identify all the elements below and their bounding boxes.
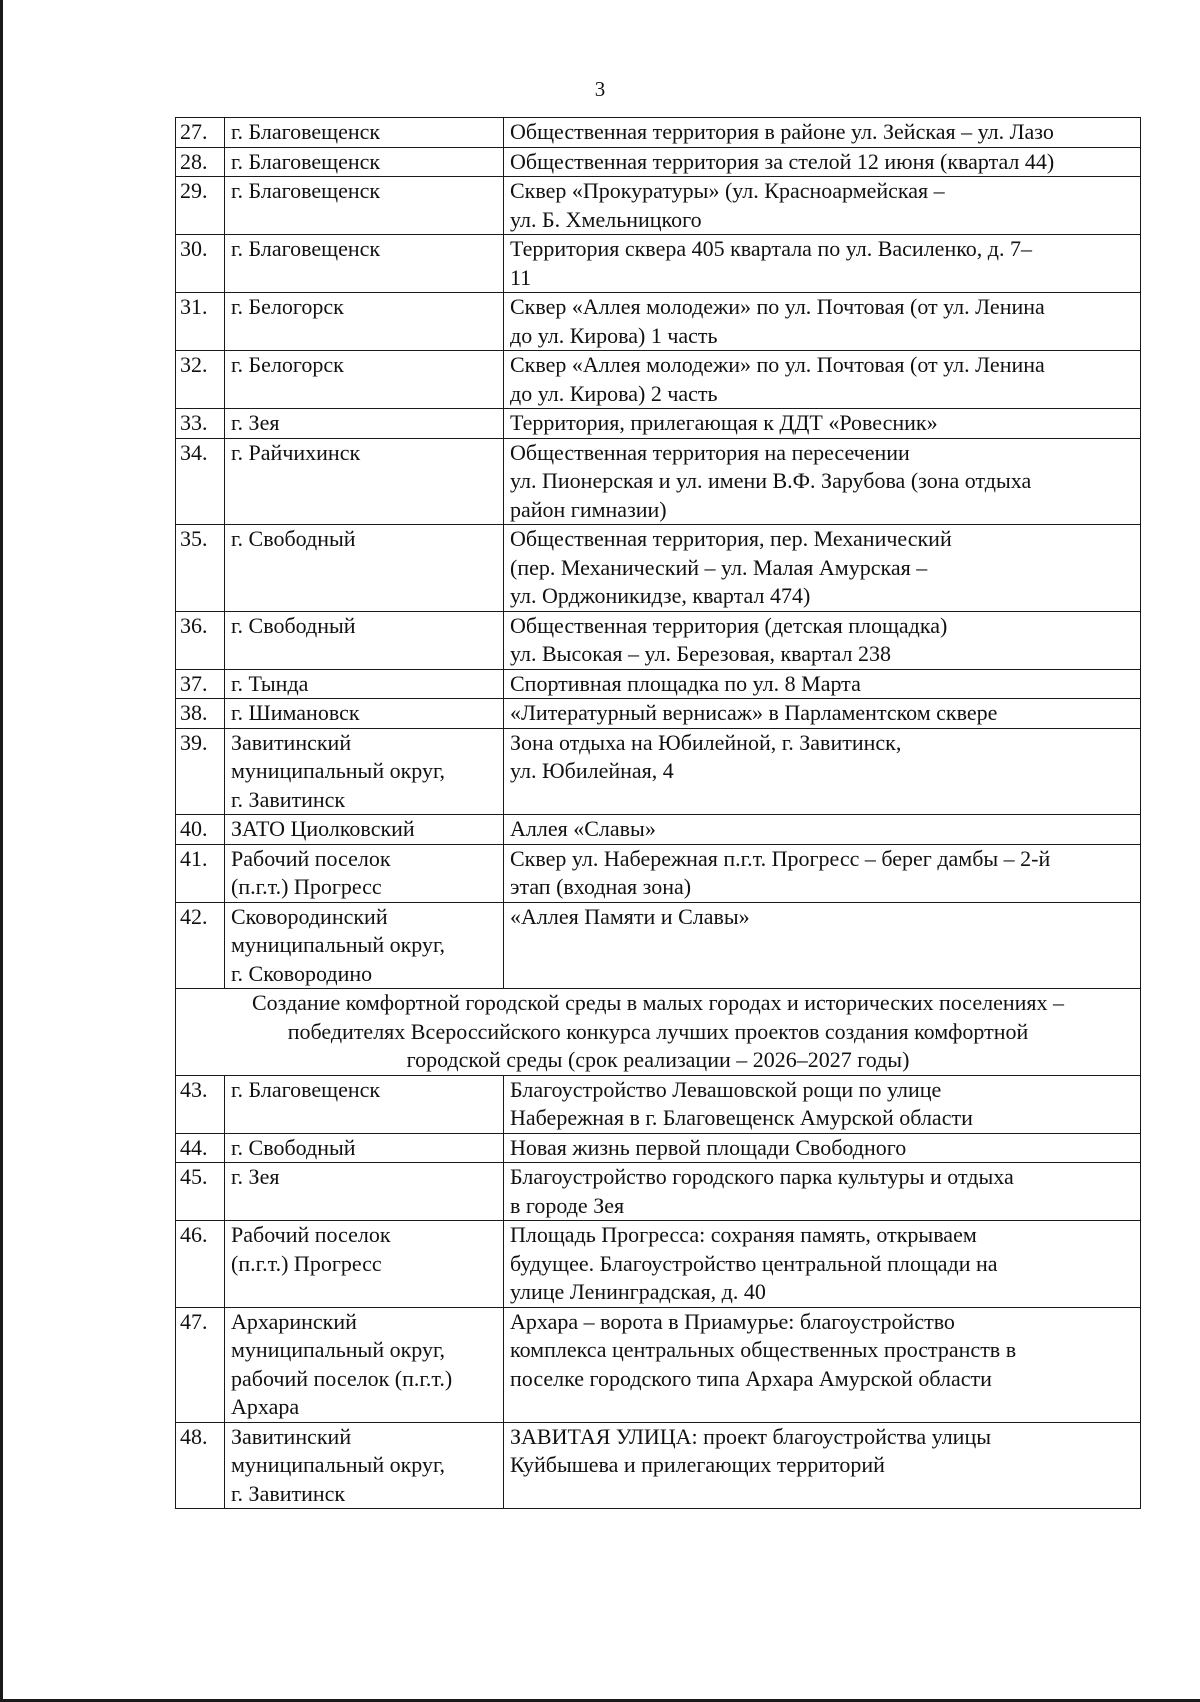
municipality-cell: [225, 177, 504, 235]
municipality-line: рабочий поселок (п.г.т.): [231, 1365, 453, 1391]
territory-line: ул. Пионерская и ул. имени В.Ф. Зарубова (зона отдыха: [510, 468, 1032, 493]
municipality-cell: [225, 844, 504, 902]
municipality-line: г. Благовещенск: [231, 236, 381, 261]
territory-line: ул. Юбилейная, 4: [510, 758, 674, 783]
territory-line: Территория, прилегающая к ДДТ «Ровесник»: [510, 410, 938, 435]
table-row: [176, 177, 1141, 235]
municipality-line: г. Завитинск: [231, 786, 346, 812]
row-number: 34.: [176, 438, 225, 525]
table-row: [176, 438, 1141, 525]
territory-line: Куйбышева и прилегающих территорий: [510, 1452, 885, 1477]
territory-line: Общественная территория, пер. Механический: [510, 526, 952, 551]
municipality-cell: [225, 1133, 504, 1163]
table-body-part1: [176, 118, 1141, 989]
territory-cell: [504, 844, 1141, 902]
section-heading-line: городской среды (срок реализации – 2026–2027 годы): [406, 1047, 910, 1072]
municipality-line: муниципальный округ,: [231, 1452, 446, 1477]
table-row: [176, 844, 1141, 902]
territory-cell: [504, 669, 1141, 699]
territory-line: ул. Орджоникидзе, квартал 474): [510, 583, 811, 608]
municipality-cell: [225, 815, 504, 845]
table-body-part2: [176, 1075, 1141, 1509]
row-number: 48.: [176, 1422, 225, 1509]
table-row: [176, 611, 1141, 669]
territory-line: Благоустройство Левашовской рощи по улице: [510, 1076, 942, 1102]
territory-cell: [504, 728, 1141, 815]
territory-line: Общественная территория на пересечении: [510, 439, 910, 465]
row-number: 46.: [176, 1221, 225, 1308]
territory-cell: [504, 118, 1141, 148]
table-row: [176, 902, 1141, 989]
territory-cell: [504, 1133, 1141, 1163]
municipality-line: г. Благовещенск: [231, 178, 381, 203]
municipality-line: г. Завитинск: [231, 1480, 346, 1506]
municipality-line: г. Благовещенск: [231, 1076, 381, 1102]
municipality-line: ЗАТО Циолковский: [231, 816, 415, 841]
section-heading-line: победителях Всероссийского конкурса лучших проектов создания комфортной: [287, 1018, 1029, 1044]
territory-line: этап (входная зона): [510, 874, 692, 899]
table-row: [176, 351, 1141, 409]
municipality-line: г. Белогорск: [231, 294, 344, 319]
table-row: [176, 409, 1141, 439]
territory-line: ул. Б. Хмельницкого: [510, 206, 702, 232]
municipality-cell: [225, 1221, 504, 1308]
municipality-cell: [225, 728, 504, 815]
territory-line: Новая жизнь первой площади Свободного: [510, 1134, 907, 1160]
territory-cell: [504, 1163, 1141, 1221]
territory-line: Общественная территория в районе ул. Зейская – ул. Лазо: [510, 119, 1054, 144]
territory-line: «Аллея Памяти и Славы»: [510, 903, 750, 929]
territory-line: поселке городского типа Архара Амурской области: [510, 1365, 992, 1391]
municipality-line: Архара: [231, 1394, 300, 1419]
territory-line: (пер. Механический – ул. Малая Амурская –: [510, 554, 928, 580]
table-row: [176, 1133, 1141, 1163]
territory-line: ул. Высокая – ул. Березовая, квартал 238: [510, 641, 892, 666]
table-row: [176, 235, 1141, 293]
municipality-cell: [225, 1422, 504, 1509]
municipality-line: Завитинский: [231, 1423, 352, 1449]
municipality-cell: [225, 611, 504, 669]
row-number: 43.: [176, 1075, 225, 1133]
territory-line: Сквер «Прокуратуры» (ул. Красноармейская –: [510, 178, 945, 203]
territory-line: улице Ленинградская, д. 40: [510, 1279, 766, 1304]
territory-cell: [504, 1422, 1141, 1509]
territory-line: 11: [510, 264, 532, 290]
table-row: [176, 118, 1141, 148]
territory-line: район гимназии): [510, 496, 667, 522]
municipality-cell: [225, 235, 504, 293]
row-number: 38.: [176, 699, 225, 729]
territory-cell: [504, 235, 1141, 293]
territory-line: Аллея «Славы»: [510, 816, 656, 841]
territory-cell: [504, 815, 1141, 845]
municipality-line: г. Сковородино: [231, 960, 373, 986]
table-row: [176, 1307, 1141, 1422]
row-number: 41.: [176, 844, 225, 902]
section-heading-row: [176, 989, 1141, 1076]
municipality-line: г. Шимановск: [231, 700, 360, 725]
row-number: 39.: [176, 728, 225, 815]
row-number: 45.: [176, 1163, 225, 1221]
table-row: [176, 1075, 1141, 1133]
row-number: 33.: [176, 409, 225, 439]
table-section: [176, 989, 1141, 1076]
municipality-line: г. Белогорск: [231, 352, 344, 377]
row-number: 44.: [176, 1133, 225, 1163]
territory-cell: [504, 699, 1141, 729]
municipality-line: муниципальный округ,: [231, 1337, 446, 1362]
municipality-line: (п.г.т.) Прогресс: [231, 1250, 382, 1276]
territory-cell: [504, 1221, 1141, 1308]
territory-line: Спортивная площадка по ул. 8 Марта: [510, 670, 861, 696]
municipality-cell: [225, 525, 504, 612]
municipality-line: муниципальный округ,: [231, 758, 446, 783]
municipality-cell: [225, 118, 504, 148]
table-row: [176, 815, 1141, 845]
territory-line: Архара – ворота в Приамурье: благоустройство: [510, 1308, 955, 1334]
row-number: 30.: [176, 235, 225, 293]
row-number: 47.: [176, 1307, 225, 1422]
section-heading-line: Создание комфортной городской среды в малых городах и исторических поселениях –: [251, 990, 1064, 1015]
projects-table: [175, 117, 1141, 1509]
municipality-cell: [225, 1163, 504, 1221]
municipality-line: г. Свободный: [231, 526, 356, 551]
table-row: [176, 728, 1141, 815]
municipality-cell: [225, 902, 504, 989]
municipality-cell: [225, 409, 504, 439]
municipality-cell: [225, 147, 504, 177]
row-number: 29.: [176, 177, 225, 235]
territory-cell: [504, 902, 1141, 989]
territory-line: Территория сквера 405 квартала по ул. Василенко, д. 7–: [510, 236, 1032, 261]
municipality-cell: [225, 669, 504, 699]
territory-cell: [504, 147, 1141, 177]
row-number: 27.: [176, 118, 225, 148]
municipality-cell: [225, 1075, 504, 1133]
table-row: [176, 525, 1141, 612]
municipality-line: г. Зея: [231, 410, 280, 435]
territory-line: Общественная территория за стелой 12 июня (квартал 44): [510, 148, 1055, 174]
municipality-line: г. Райчихинск: [231, 439, 361, 465]
territory-line: будущее. Благоустройство центральной площади на: [510, 1250, 998, 1276]
municipality-line: г. Зея: [231, 1164, 280, 1189]
row-number: 31.: [176, 293, 225, 351]
territory-cell: [504, 293, 1141, 351]
territory-cell: [504, 177, 1141, 235]
table-row: [176, 669, 1141, 699]
territory-line: Сквер «Аллея молодежи» по ул. Почтовая (от ул. Ленина: [510, 294, 1045, 319]
row-number: 28.: [176, 147, 225, 177]
territory-cell: [504, 409, 1141, 439]
territory-line: Благоустройство городского парка культуры и отдыха: [510, 1164, 1014, 1189]
table-row: [176, 699, 1141, 729]
municipality-line: Сковородинский: [231, 903, 388, 929]
municipality-line: Рабочий поселок: [231, 845, 391, 871]
section-heading: [176, 989, 1141, 1076]
municipality-line: г. Благовещенск: [231, 119, 381, 144]
territory-line: Сквер «Аллея молодежи» по ул. Почтовая (от ул. Ленина: [510, 352, 1045, 377]
scan-edge-left: [0, 0, 3, 1702]
municipality-cell: [225, 699, 504, 729]
territory-line: до ул. Кирова) 1 часть: [510, 322, 718, 348]
territory-cell: [504, 438, 1141, 525]
territory-line: Сквер ул. Набережная п.г.т. Прогресс – берег дамбы – 2-й: [510, 845, 1051, 871]
row-number: 42.: [176, 902, 225, 989]
municipality-line: Завитинский: [231, 729, 352, 755]
municipality-line: муниципальный округ,: [231, 932, 446, 957]
row-number: 35.: [176, 525, 225, 612]
table-row: [176, 147, 1141, 177]
territory-line: Общественная территория (детская площадка): [510, 612, 948, 638]
municipality-line: г. Свободный: [231, 1134, 356, 1160]
territory-line: Площадь Прогресса: сохраняя память, открываем: [510, 1222, 977, 1247]
municipality-line: Архаринский: [231, 1308, 357, 1334]
territory-cell: [504, 1307, 1141, 1422]
territory-line: комплекса центральных общественных пространств в: [510, 1337, 1017, 1362]
territory-line: «Литературный вернисаж» в Парламентском сквере: [510, 700, 998, 725]
territory-cell: [504, 1075, 1141, 1133]
municipality-cell: [225, 293, 504, 351]
municipality-line: Рабочий поселок: [231, 1222, 391, 1247]
territory-cell: [504, 525, 1141, 612]
page-number: 3: [594, 77, 606, 101]
table-row: [176, 1163, 1141, 1221]
territory-line: Зона отдыха на Юбилейной, г. Завитинск,: [510, 729, 902, 755]
row-number: 40.: [176, 815, 225, 845]
municipality-line: (п.г.т.) Прогресс: [231, 874, 382, 899]
table-row: [176, 293, 1141, 351]
row-number: 37.: [176, 669, 225, 699]
territory-cell: [504, 611, 1141, 669]
territory-line: ЗАВИТАЯ УЛИЦА: проект благоустройства улицы: [510, 1423, 992, 1449]
municipality-line: г. Свободный: [231, 612, 356, 638]
territory-line: Набережная в г. Благовещенск Амурской области: [510, 1105, 973, 1130]
municipality-cell: [225, 1307, 504, 1422]
municipality-cell: [225, 351, 504, 409]
municipality-line: г. Благовещенск: [231, 148, 381, 174]
municipality-line: г. Тында: [231, 670, 309, 696]
row-number: 32.: [176, 351, 225, 409]
territory-line: в городе Зея: [510, 1192, 625, 1218]
table-row: [176, 1422, 1141, 1509]
municipality-cell: [225, 438, 504, 525]
territory-cell: [504, 351, 1141, 409]
row-number: 36.: [176, 611, 225, 669]
table-row: [176, 1221, 1141, 1308]
territory-line: до ул. Кирова) 2 часть: [510, 380, 718, 406]
